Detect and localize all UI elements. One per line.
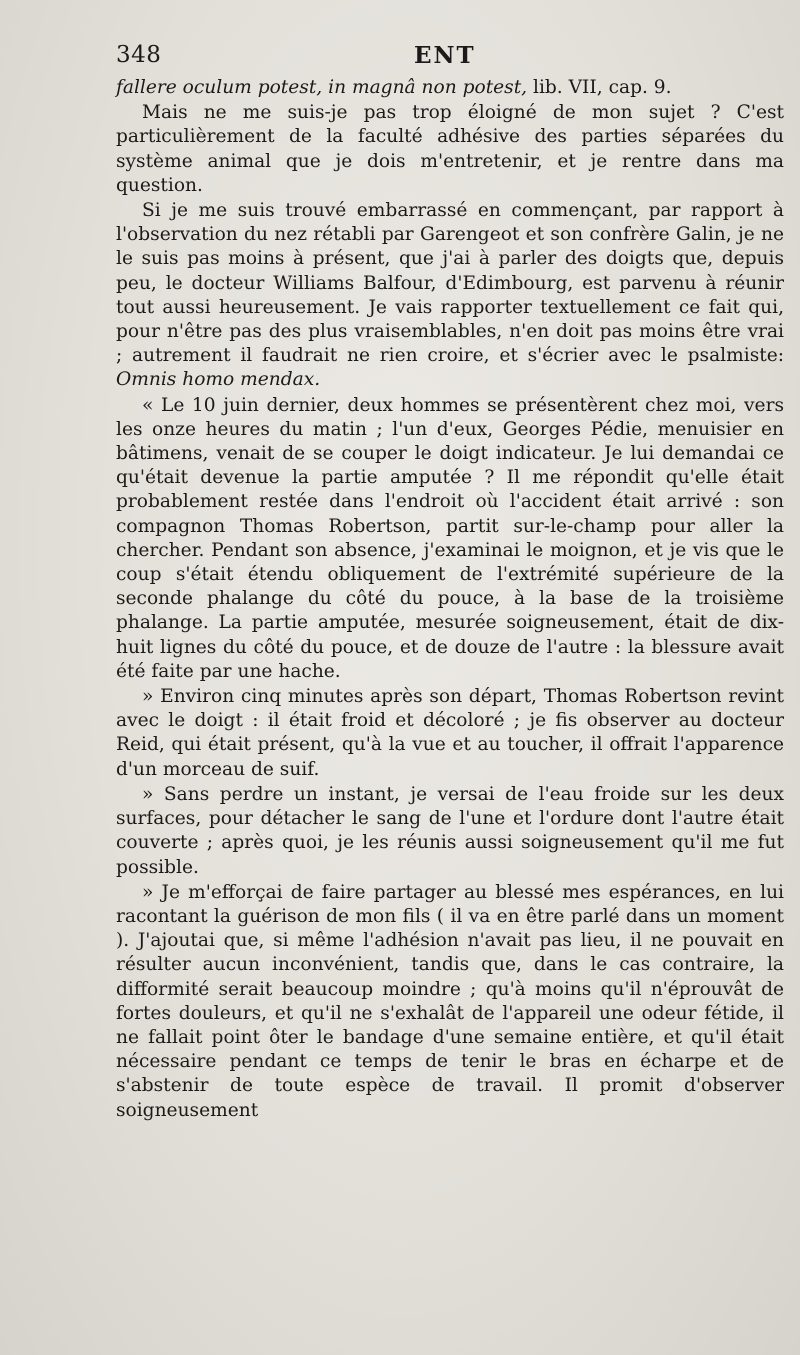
paragraph	[116, 101, 784, 198]
text-run: « Le 10 juin dernier, deux hommes se présentèrent chez moi, vers les onze heures du matin ; l'un d'eux, Georges Pédie, menuisier en bâtimens, venait de se couper le doigt indicateur. Je lui demandai ce qu'était devenue la partie amputée ? Il me répondit qu'elle était probablement restée dans l'endroit où l'accident était arrivé : son compagnon Thomas Robertson, partit sur-le-champ pour aller la chercher. Pendant son absence, j'examinai le moignon, et je vis que le coup s'était étendu obliquement de l'extrémité supérieure de la seconde phalange du côté du pouce, à la base de la troisième phalange. La partie amputée, mesurée soigneusement, était de dix-huit lignes du côté du pouce, et de douze de l'autre : la blessure avait été faite par une hache.	[116, 394, 784, 682]
text-run: » Je m'efforçai de faire partager au blessé mes espérances, en lui racontant la guérison de mon fils ( il va en être parlé dans un moment ). J'ajoutai que, si même l'adhésion n'avait pas lieu, il ne pouvait en résulter aucun inconvénient, tandis que, dans le cas contraire, la difformité serait beaucoup moindre ; qu'à moins qu'il n'éprouvât de fortes douleurs, et qu'il ne s'exhalât de l'appareil une odeur fétide, il ne fallait point ôter le bandage d'une semaine entière, et qu'il était nécessaire pendant ce temps de tenir le bras en écharpe et de s'abstenir de toute espèce de travail. Il promit d'observer soigneusement	[116, 881, 784, 1121]
text-run: lib. VII, cap. 9.	[533, 77, 672, 98]
paragraph	[116, 685, 784, 782]
text-run: » Sans perdre un instant, je versai de l'eau froide sur les deux surfaces, pour détacher le sang de l'une et l'ordure dont l'autre était couverte ; après quoi, je les réunis aussi soigneusement qu'il me fut possible.	[116, 783, 784, 878]
text-run: Mais ne me suis-je pas trop éloigné de mon sujet ? C'est particulièrement de la faculté adhésive des parties séparées du système animal que je dois m'entretenir, et je rentre dans ma question.	[116, 102, 784, 196]
paragraph	[116, 394, 784, 684]
running-title: ENT	[414, 42, 476, 69]
body-text	[116, 76, 784, 1124]
paragraph	[116, 199, 784, 393]
paragraph	[116, 881, 784, 1123]
paragraph	[116, 783, 784, 880]
italic-text: Omnis homo mendax.	[116, 369, 321, 391]
text-run: Si je me suis trouvé embarrassé en commençant, par rapport à l'observation du nez rétabli par Garengeot et son confrère Galin, je ne le suis pas moins à présent, que j'ai à parler des doigts que, depuis peu, le docteur Williams Balfour, d'Edimbourg, est parvenu à réunir tout aussi heureusement. Je vais rapporter textuellement ce fait qui, pour n'être pas des plus vraisemblables, n'en doit pas moins être vrai ; autrement il faudrait ne rien croire, et s'écrier avec le psalmiste:	[116, 200, 784, 367]
page-header	[116, 42, 784, 74]
paragraph	[116, 76, 784, 100]
page-number: 348	[116, 42, 162, 68]
text-run: » Environ cinq minutes après son départ, Thomas Robertson revint avec le doigt : il était froid et décoloré ; je fis observer au docteur Reid, qui était présent, qu'à la vue et au toucher, il offrait l'apparence d'un morceau de suif.	[116, 686, 784, 780]
italic-text: fallere oculum potest, in magnâ non potest,	[116, 77, 534, 98]
